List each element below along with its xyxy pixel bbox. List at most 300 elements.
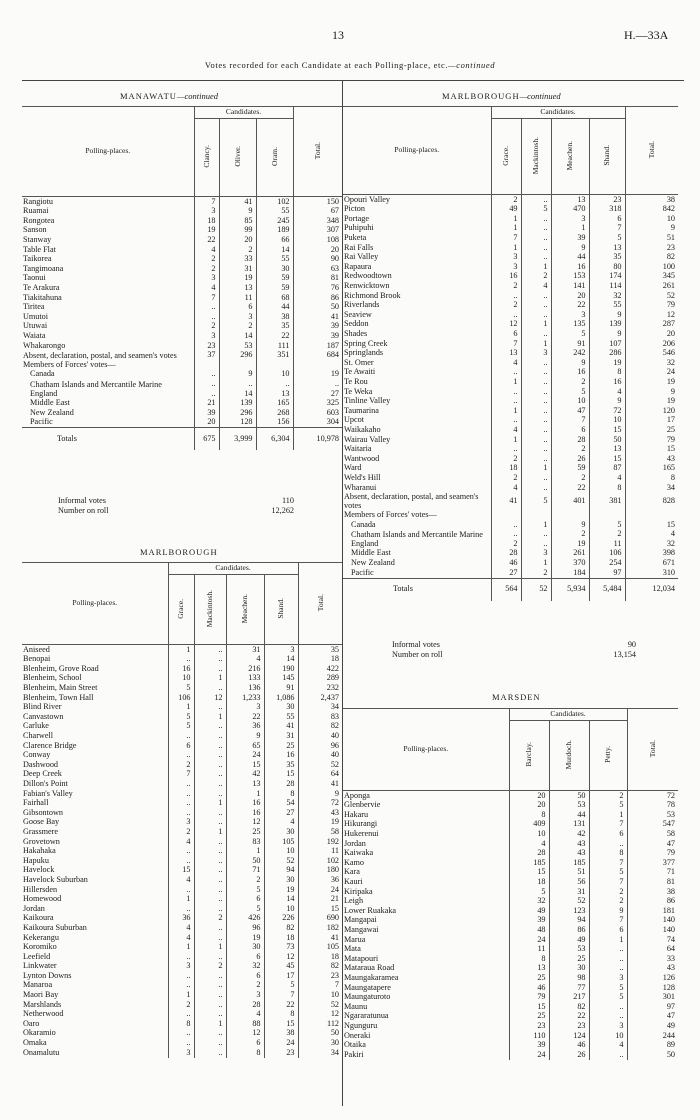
vote-cell: 398 bbox=[625, 549, 678, 559]
vote-cell: 3 bbox=[491, 262, 521, 272]
vote-cell: 83 bbox=[226, 837, 264, 847]
informal-label: Informal votes bbox=[58, 496, 106, 505]
vote-cell: 30 bbox=[298, 1038, 342, 1048]
polling-place-name: Dashwood bbox=[23, 760, 59, 769]
vote-cell: .. bbox=[521, 530, 551, 540]
vote-cell: 3 bbox=[168, 818, 194, 828]
vote-cell: 31 bbox=[549, 887, 589, 897]
vote-cell: 217 bbox=[549, 992, 589, 1002]
vote-cell: 32 bbox=[509, 897, 549, 907]
polling-place-name: Ngunguru bbox=[344, 1021, 378, 1030]
vote-cell: 106 bbox=[589, 549, 625, 559]
polling-place-name: Blenheim, Town Hall bbox=[23, 692, 94, 702]
polling-place-name: Onamalutu bbox=[23, 1047, 60, 1057]
vote-cell: 107 bbox=[589, 339, 625, 349]
vote-cell: 128 bbox=[627, 983, 678, 993]
table-row bbox=[22, 827, 342, 837]
table-row bbox=[343, 1012, 678, 1022]
table-row bbox=[343, 444, 678, 454]
table-row bbox=[22, 741, 342, 751]
vote-cell: 11 bbox=[509, 945, 549, 955]
table-row bbox=[22, 885, 342, 895]
table-row bbox=[343, 549, 678, 559]
vote-cell: 48 bbox=[509, 925, 549, 935]
vote-cell: .. bbox=[194, 885, 226, 895]
vote-cell: 18 bbox=[298, 952, 342, 962]
polling-place-name: Leigh bbox=[344, 896, 364, 906]
vote-cell: 1 bbox=[226, 846, 264, 856]
vote-cell: .. bbox=[521, 310, 551, 320]
vote-cell: 1 bbox=[589, 810, 627, 820]
polling-place-name: Weld's Hill bbox=[344, 473, 381, 482]
vote-cell: 2 bbox=[219, 245, 256, 255]
polling-place-name: Waiata bbox=[23, 331, 46, 340]
table-row bbox=[22, 789, 342, 799]
table-row bbox=[343, 1031, 678, 1041]
vote-cell: .. bbox=[589, 839, 627, 849]
vote-cell: 9 bbox=[219, 370, 256, 380]
table-row bbox=[22, 389, 342, 399]
vote-cell: 1 bbox=[194, 799, 226, 809]
vote-cell: 24 bbox=[264, 1038, 298, 1048]
vote-cell: .. bbox=[168, 1038, 194, 1048]
vote-cell: 4 bbox=[194, 283, 219, 293]
totals-cell: 52 bbox=[521, 578, 551, 601]
table-row bbox=[343, 897, 678, 907]
vote-cell: 65 bbox=[226, 741, 264, 751]
table-row bbox=[343, 368, 678, 378]
vote-cell: 135 bbox=[551, 320, 589, 330]
vote-cell: 39 bbox=[293, 322, 342, 332]
table-row bbox=[343, 358, 678, 368]
vote-cell: 12 bbox=[491, 320, 521, 330]
vote-cell: 6 bbox=[589, 829, 627, 839]
candidate-header: Meachen. bbox=[551, 119, 589, 195]
vote-cell: 40 bbox=[298, 731, 342, 741]
marlborough-informal bbox=[392, 640, 682, 662]
candidates-header: Candidates. bbox=[168, 563, 298, 575]
vote-cell: 16 bbox=[168, 664, 194, 674]
vote-cell: 242 bbox=[551, 349, 589, 359]
table-row bbox=[343, 916, 678, 926]
vote-cell: 43 bbox=[549, 849, 589, 859]
vote-cell: 28 bbox=[264, 779, 298, 789]
vote-cell: 7 bbox=[589, 877, 627, 887]
vote-cell: 206 bbox=[625, 339, 678, 349]
vote-cell: 12 bbox=[264, 952, 298, 962]
vote-cell: 14 bbox=[219, 389, 256, 399]
vote-cell: 325 bbox=[293, 398, 342, 408]
vote-cell: 35 bbox=[298, 645, 342, 655]
candidates-header: Candidates. bbox=[194, 107, 293, 119]
vote-cell: 94 bbox=[264, 866, 298, 876]
vote-cell: .. bbox=[521, 224, 551, 234]
table-row bbox=[22, 664, 342, 674]
vote-cell: 254 bbox=[589, 558, 625, 568]
vote-cell: .. bbox=[194, 789, 226, 799]
vote-cell: 2 bbox=[521, 568, 551, 578]
vote-cell: 1 bbox=[521, 339, 551, 349]
vote-cell: 43 bbox=[627, 964, 678, 974]
polling-place-name: Lower Ruakaka bbox=[344, 906, 397, 915]
vote-cell: .. bbox=[168, 779, 194, 789]
vote-cell: 114 bbox=[589, 281, 625, 291]
polling-place-name: Jordan bbox=[23, 904, 45, 913]
vote-cell: 7 bbox=[194, 293, 219, 303]
table-row bbox=[343, 195, 678, 205]
vote-cell: 23 bbox=[194, 341, 219, 351]
polling-place-name: Mataraua Road bbox=[344, 963, 395, 973]
vote-cell: 86 bbox=[627, 897, 678, 907]
vote-cell: .. bbox=[521, 291, 551, 301]
polling-place-name: Marshlands bbox=[23, 999, 62, 1009]
polling-place-name: Carluke bbox=[23, 721, 49, 731]
vote-cell: .. bbox=[521, 358, 551, 368]
vote-cell: 18 bbox=[194, 216, 219, 226]
vote-cell: 6 bbox=[226, 952, 264, 962]
vote-cell: 44 bbox=[549, 810, 589, 820]
vote-cell: 13 bbox=[491, 349, 521, 359]
table-row bbox=[343, 233, 678, 243]
vote-cell: 6 bbox=[226, 971, 264, 981]
vote-cell: .. bbox=[194, 683, 226, 693]
vote-cell: 81 bbox=[627, 877, 678, 887]
table-row bbox=[22, 1029, 342, 1039]
vote-cell: 4 bbox=[168, 923, 194, 933]
polling-place-name: Taikorea bbox=[23, 254, 52, 264]
table-row bbox=[343, 214, 678, 224]
polling-place-name: Kaikoura Suburban bbox=[23, 923, 87, 932]
marlborough-cont-title: MARLBOROUGH—continued bbox=[442, 91, 561, 101]
vote-cell: .. bbox=[194, 923, 226, 933]
vote-cell: 268 bbox=[256, 408, 293, 418]
vote-cell: 126 bbox=[627, 973, 678, 983]
polling-place-name: Dillon's Point bbox=[23, 779, 68, 788]
vote-cell: .. bbox=[521, 539, 551, 549]
vote-cell: 6 bbox=[589, 214, 625, 224]
polling-place-name: Spring Creek bbox=[344, 338, 388, 348]
table-row bbox=[343, 510, 678, 520]
vote-cell: 97 bbox=[589, 568, 625, 578]
vote-cell: .. bbox=[491, 291, 521, 301]
table-row bbox=[22, 856, 342, 866]
table-row bbox=[343, 992, 678, 1002]
polling-place-name: Te Awaiti bbox=[344, 367, 376, 377]
vote-cell: 2 bbox=[551, 444, 589, 454]
vote-cell: 52 bbox=[264, 856, 298, 866]
polling-place-name: Rapaura bbox=[344, 262, 372, 271]
polling-place-name: Utuwai bbox=[23, 321, 48, 331]
vote-cell: .. bbox=[521, 444, 551, 454]
polling-place-name: Deep Creek bbox=[23, 769, 62, 779]
vote-cell: 13 bbox=[589, 243, 625, 253]
vote-cell: 90 bbox=[293, 255, 342, 265]
vote-cell: .. bbox=[521, 301, 551, 311]
vote-cell: 2 bbox=[491, 301, 521, 311]
vote-cell: 49 bbox=[627, 1021, 678, 1031]
vote-cell: 105 bbox=[298, 942, 342, 952]
vote-cell: 49 bbox=[549, 935, 589, 945]
totals-cell: 5,484 bbox=[589, 578, 625, 601]
vote-cell: 5 bbox=[226, 885, 264, 895]
vote-cell: 73 bbox=[264, 942, 298, 952]
vote-cell: 19 bbox=[226, 933, 264, 943]
vote-cell: 296 bbox=[219, 351, 256, 361]
vote-cell: 123 bbox=[549, 906, 589, 916]
vote-cell: 89 bbox=[627, 1040, 678, 1050]
polling-place-name: Canvastown bbox=[23, 712, 64, 721]
vote-cell: 24 bbox=[625, 368, 678, 378]
vote-cell: 24 bbox=[509, 1050, 549, 1060]
vote-cell: .. bbox=[194, 1048, 226, 1058]
vote-cell: 45 bbox=[264, 962, 298, 972]
vote-cell: .. bbox=[521, 473, 551, 483]
vote-cell: 59 bbox=[256, 274, 293, 284]
vote-cell: .. bbox=[168, 808, 194, 818]
polling-place-name: Fairhall bbox=[23, 798, 49, 808]
vote-cell: 2 bbox=[589, 897, 627, 907]
polling-place-name: New Zealand bbox=[30, 408, 74, 417]
vote-cell bbox=[589, 510, 625, 520]
vote-cell: 15 bbox=[625, 444, 678, 454]
polling-place-name: Linkwater bbox=[23, 961, 57, 971]
table-row bbox=[22, 846, 342, 856]
vote-cell: 2 bbox=[551, 377, 589, 387]
vote-cell: 828 bbox=[625, 492, 678, 510]
vote-cell: .. bbox=[194, 312, 219, 322]
vote-cell: 1 bbox=[168, 645, 194, 655]
vote-cell: 7 bbox=[264, 990, 298, 1000]
vote-cell: .. bbox=[168, 856, 194, 866]
vote-cell: 16 bbox=[491, 272, 521, 282]
vote-cell: 4 bbox=[589, 387, 625, 397]
vote-cell: 53 bbox=[627, 810, 678, 820]
vote-cell: 3 bbox=[551, 214, 589, 224]
polling-place-name: Middle East bbox=[351, 548, 391, 558]
vote-cell: 296 bbox=[219, 408, 256, 418]
table-row bbox=[22, 322, 342, 332]
vote-cell: 1 bbox=[589, 935, 627, 945]
vote-cell: .. bbox=[168, 731, 194, 741]
vote-cell: 671 bbox=[625, 558, 678, 568]
vote-cell: .. bbox=[521, 387, 551, 397]
polling-place-name: Benopai bbox=[23, 654, 51, 664]
table-row bbox=[343, 954, 678, 964]
vote-cell: 6 bbox=[551, 425, 589, 435]
vote-cell: 2 bbox=[521, 272, 551, 282]
vote-cell: 64 bbox=[298, 770, 342, 780]
vote-cell: 28 bbox=[509, 849, 549, 859]
vote-cell: 6 bbox=[226, 894, 264, 904]
polling-place-name: Manaroa bbox=[23, 980, 53, 990]
vote-cell: 180 bbox=[298, 866, 342, 876]
table-row bbox=[22, 255, 342, 265]
table-row bbox=[343, 1040, 678, 1050]
vote-cell: .. bbox=[491, 396, 521, 406]
vote-cell: 14 bbox=[264, 894, 298, 904]
table-row bbox=[343, 281, 678, 291]
vote-cell: 37 bbox=[194, 351, 219, 361]
vote-cell: 35 bbox=[264, 760, 298, 770]
vote-cell: 76 bbox=[293, 283, 342, 293]
vote-cell: 4 bbox=[509, 839, 549, 849]
vote-cell: 8 bbox=[589, 368, 625, 378]
table-row bbox=[22, 216, 342, 226]
vote-cell: 43 bbox=[298, 808, 342, 818]
vote-cell: 82 bbox=[264, 923, 298, 933]
polling-place-name: Shades bbox=[344, 329, 368, 338]
vote-cell: .. bbox=[521, 253, 551, 263]
vote-cell bbox=[491, 510, 521, 520]
vote-cell: 27 bbox=[293, 389, 342, 399]
vote-cell: 49 bbox=[491, 205, 521, 215]
table-row bbox=[22, 942, 342, 952]
vote-cell: 82 bbox=[298, 722, 342, 732]
vote-cell: 286 bbox=[589, 349, 625, 359]
vote-cell: 82 bbox=[298, 962, 342, 972]
polling-place-name: Rangiotu bbox=[23, 196, 54, 206]
vote-cell: 2 bbox=[491, 539, 521, 549]
vote-cell: 12 bbox=[226, 818, 264, 828]
vote-cell: 39 bbox=[509, 916, 549, 926]
candidate-header: Grace. bbox=[491, 119, 521, 195]
vote-cell: 64 bbox=[627, 945, 678, 955]
vote-cell: 226 bbox=[264, 914, 298, 924]
vote-cell: 684 bbox=[293, 351, 342, 361]
vote-cell: 150 bbox=[293, 197, 342, 207]
vote-cell: 1 bbox=[226, 789, 264, 799]
table-row bbox=[22, 360, 342, 370]
table-row bbox=[343, 801, 678, 811]
vote-cell: 67 bbox=[293, 207, 342, 217]
vote-cell: 15 bbox=[589, 454, 625, 464]
polling-place-name: Te Weka bbox=[344, 386, 373, 396]
vote-cell: 18 bbox=[509, 877, 549, 887]
vote-cell: 42 bbox=[549, 829, 589, 839]
vote-cell: 5 bbox=[168, 683, 194, 693]
totals-label: Totals bbox=[22, 428, 194, 451]
vote-cell: 185 bbox=[509, 858, 549, 868]
table-row bbox=[343, 272, 678, 282]
polling-place-name: Canada bbox=[351, 520, 376, 529]
polling-place-name: Rongotea bbox=[23, 216, 55, 225]
polling-place-name: Mata bbox=[344, 944, 361, 954]
vote-cell: 74 bbox=[627, 935, 678, 945]
vote-cell: 4 bbox=[168, 875, 194, 885]
vote-cell: 3 bbox=[219, 312, 256, 322]
polling-place-name: Opouri Valley bbox=[344, 194, 391, 204]
polling-place-name: England bbox=[30, 388, 58, 398]
polling-place-name: Lynton Downs bbox=[23, 971, 72, 980]
vote-cell: 71 bbox=[226, 866, 264, 876]
vote-cell: 25 bbox=[509, 1012, 549, 1022]
vote-cell: 4 bbox=[491, 483, 521, 493]
vote-cell: .. bbox=[194, 722, 226, 732]
vote-cell: 5 bbox=[589, 868, 627, 878]
marlborough-title: MARLBOROUGH bbox=[140, 547, 218, 557]
vote-cell: .. bbox=[491, 387, 521, 397]
table-row bbox=[22, 1048, 342, 1058]
vote-cell: 287 bbox=[625, 320, 678, 330]
table-row bbox=[343, 925, 678, 935]
vote-cell: 7 bbox=[589, 224, 625, 234]
table-row bbox=[343, 224, 678, 234]
polling-place-name: Ruamai bbox=[23, 206, 49, 216]
table-row bbox=[22, 683, 342, 693]
vote-cell: .. bbox=[194, 703, 226, 713]
polling-place-name: Springlands bbox=[344, 348, 384, 358]
vote-cell: .. bbox=[194, 952, 226, 962]
polling-place-name: Members of Forces' votes— bbox=[344, 510, 437, 520]
informal-value: 110 bbox=[282, 496, 294, 505]
candidate-header: Grace. bbox=[168, 575, 194, 645]
table-row bbox=[22, 923, 342, 933]
vote-cell: .. bbox=[194, 933, 226, 943]
vote-cell: 2 bbox=[194, 255, 219, 265]
vote-cell: 34 bbox=[625, 483, 678, 493]
table-row bbox=[22, 1000, 342, 1010]
roll-label: Number on roll bbox=[58, 506, 109, 515]
table-row bbox=[22, 933, 342, 943]
vote-cell: 33 bbox=[627, 954, 678, 964]
polling-place-name: Hikurangi bbox=[344, 819, 378, 829]
vote-cell: 547 bbox=[627, 820, 678, 830]
vote-cell: .. bbox=[491, 520, 521, 530]
page-reference: H.—33A bbox=[624, 28, 669, 42]
vote-cell: 2 bbox=[194, 914, 226, 924]
vote-cell: 1 bbox=[491, 435, 521, 445]
polling-place-name: Hapuku bbox=[23, 856, 49, 865]
vote-cell: 131 bbox=[549, 820, 589, 830]
vote-cell: .. bbox=[521, 368, 551, 378]
table-row bbox=[343, 839, 678, 849]
vote-cell: 3 bbox=[226, 703, 264, 713]
vote-cell: 28 bbox=[551, 435, 589, 445]
vote-cell: 20 bbox=[509, 801, 549, 811]
vote-cell: 53 bbox=[219, 341, 256, 351]
table-row bbox=[343, 329, 678, 339]
vote-cell: .. bbox=[194, 866, 226, 876]
vote-cell: 5 bbox=[551, 329, 589, 339]
vote-cell: 1 bbox=[168, 894, 194, 904]
polling-place-name: Wantwood bbox=[344, 454, 380, 463]
table-row bbox=[343, 1021, 678, 1031]
vote-cell: 22 bbox=[551, 483, 589, 493]
vote-cell: 49 bbox=[509, 906, 549, 916]
vote-cell: 192 bbox=[298, 837, 342, 847]
vote-cell: 19 bbox=[219, 274, 256, 284]
vote-cell: 5 bbox=[509, 887, 549, 897]
vote-cell: 4 bbox=[168, 837, 194, 847]
candidate-header: Shand. bbox=[589, 119, 625, 195]
caption-main: Votes recorded for each Candidate at each Polling-place, etc. bbox=[204, 60, 449, 70]
candidate-header: Mackintosh. bbox=[521, 119, 551, 195]
polling-place-name: Gibsontown bbox=[23, 808, 64, 817]
polling-place-name: Sanson bbox=[23, 225, 47, 235]
vote-cell: .. bbox=[194, 818, 226, 828]
polling-place-name: Picton bbox=[344, 204, 365, 214]
polling-place-name: Marua bbox=[344, 934, 366, 944]
vote-cell: 15 bbox=[509, 868, 549, 878]
vote-cell: 546 bbox=[625, 349, 678, 359]
table-row bbox=[22, 312, 342, 322]
candidate-header: Murdoch. bbox=[549, 721, 589, 791]
vote-cell: 1 bbox=[194, 712, 226, 722]
vote-cell: .. bbox=[521, 416, 551, 426]
table-row bbox=[343, 377, 678, 387]
vote-cell: 18 bbox=[298, 655, 342, 665]
polling-place-name: Absent, declaration, postal, and seamen's votes bbox=[344, 492, 479, 511]
